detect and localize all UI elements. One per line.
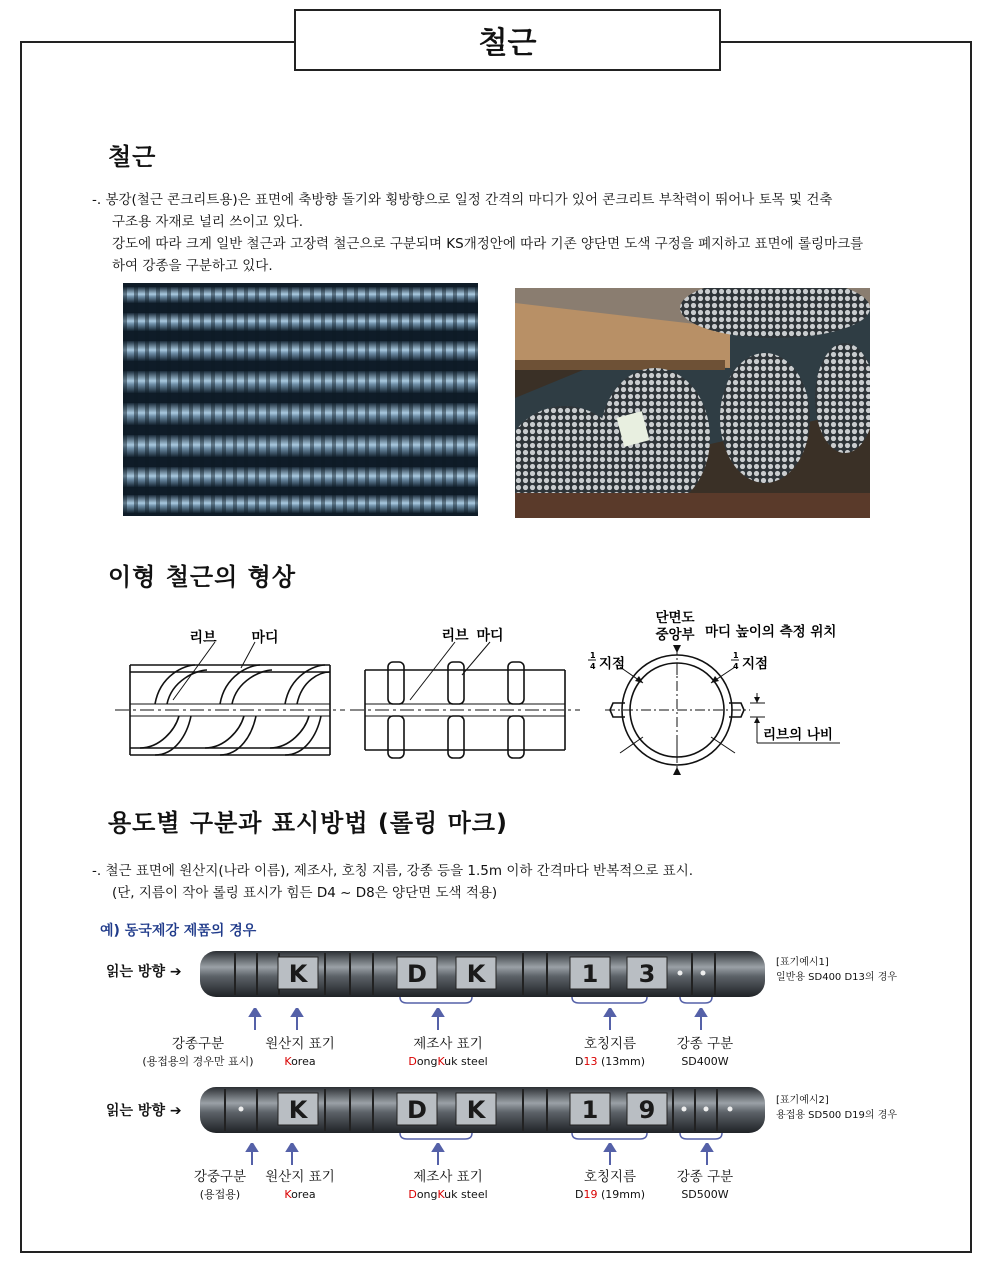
ex1-maker-r1: D <box>408 1055 417 1068</box>
ex1-grade <box>118 1035 278 1071</box>
ex1-maker-b1: ong <box>416 1055 438 1068</box>
rebar-marking-2 <box>195 1083 770 1145</box>
ex2-grade-label: 강중구분 <box>193 1169 247 1185</box>
read-direction-label: 읽는 방향 <box>106 964 165 980</box>
quarter-right-num: 1 <box>733 651 739 660</box>
ex2-steel-value: SD500W <box>681 1188 729 1201</box>
example2-note <box>776 1093 897 1123</box>
measure-position-label: 마디 높이의 측정 위치 <box>705 624 837 640</box>
ex1-grade-label: 강종구분 <box>171 1036 225 1052</box>
mark1-letter-k2: K <box>466 960 486 988</box>
rebar-line-3: 강도에 따라 크게 일반 철근과 고장력 철근으로 구분되며 KS개정안에 따라 기존 양단면 도색 구정을 폐지하고 표면에 롤링마크를 <box>112 236 864 252</box>
ex1-steel <box>660 1035 750 1071</box>
mark1-letter-d: D <box>407 960 427 988</box>
read-direction-2: 읽는 방향 ➔ <box>106 1103 182 1119</box>
rebar-line-2: 구조용 자재로 널리 쓰이고 있다. <box>112 214 303 230</box>
marking-line-1: -. 철근 표면에 원산지(나라 이름), 제조사, 호칭 지름, 강종 등을 1.5m 이하 간격마다 반복적으로 표시. <box>92 863 694 879</box>
ex2-origin-rest: orea <box>291 1188 316 1201</box>
quarter-left-num: 1 <box>590 651 596 660</box>
example2-note-title: [표기예시2] <box>776 1095 829 1106</box>
marking-paragraph <box>92 860 693 904</box>
rebar-marking-1 <box>195 947 770 1009</box>
rebar-bundle-photo <box>515 288 870 518</box>
marking-heading: 용도별 구분과 표시방법 (롤링 마크) <box>108 809 508 837</box>
ex2-dia-pre: D <box>575 1188 584 1201</box>
quarter-right-den: 4 <box>733 662 739 671</box>
mark2-letter-k: K <box>288 1096 308 1124</box>
ex1-dia-red: 13 <box>583 1055 598 1068</box>
diagram1-node-label: 마디 <box>251 630 279 646</box>
mark1-letter-k: K <box>288 960 308 988</box>
ex1-diameter-label: 호칭지름 <box>583 1036 637 1052</box>
ex1-steel-label: 강종 구분 <box>676 1036 734 1052</box>
ex2-diameter-label: 호칭지름 <box>583 1169 637 1185</box>
ex2-maker-r1: D <box>408 1188 417 1201</box>
ex2-maker <box>388 1168 508 1204</box>
diagram2-node-label: 마디 <box>476 628 504 644</box>
ex2-maker-b1: ong <box>416 1188 438 1201</box>
ex1-grade-sub: (용접용의 경우만 표시) <box>142 1055 254 1068</box>
quarter-left-label: 지점 <box>599 656 626 672</box>
mark2-letter-d: D <box>407 1096 427 1124</box>
section-center-label-1: 단면도 <box>655 610 695 626</box>
ex2-steel-label: 강종 구분 <box>676 1169 734 1185</box>
ex2-maker-r2: K <box>437 1188 445 1201</box>
section-center-label-2: 중앙부 <box>655 627 695 643</box>
diagram1-rib-label: 리브 <box>189 630 217 646</box>
mark2-letter-k2: K <box>466 1096 486 1124</box>
straight-rib-rebar-diagram <box>350 620 580 765</box>
quarter-right-label: 지점 <box>742 656 769 672</box>
shape-heading: 이형 철근의 형상 <box>108 563 296 591</box>
example1-note-desc: 일반용 SD400 D13의 경우 <box>776 972 898 983</box>
ex1-steel-value: SD400W <box>681 1055 729 1068</box>
ex2-steel <box>660 1168 750 1204</box>
rebar-heading: 철근 <box>108 143 157 171</box>
ex1-maker <box>388 1035 508 1071</box>
ex2-grade-sub: (용접용) <box>199 1188 241 1201</box>
ex1-maker-b2: uk steel <box>444 1055 488 1068</box>
example1-arrows <box>240 1008 720 1030</box>
ex1-diameter <box>555 1035 665 1071</box>
ex1-origin-red: K <box>284 1055 292 1068</box>
read-direction-1: 읽는 방향 ➔ <box>106 964 182 980</box>
ex1-origin <box>255 1035 345 1071</box>
ex2-diameter <box>555 1168 665 1204</box>
rib-width-label: 리브의 나비 <box>763 727 833 743</box>
ex2-origin <box>255 1168 345 1204</box>
example1-note-title: [표기예시1] <box>776 957 829 968</box>
quarter-left-den: 4 <box>590 662 596 671</box>
diagram2-rib-label: 리브 <box>441 628 469 644</box>
rebar-line-4: 하여 강종을 구분하고 있다. <box>112 258 273 274</box>
example1-note <box>776 955 897 985</box>
ex2-dia-red: 19 <box>583 1188 598 1201</box>
read-direction-label-2: 읽는 방향 <box>106 1103 165 1119</box>
rebar-line-1: -. 봉강(철근 콘크리트용)은 표면에 축방향 돌기와 횡방향으로 일정 간격의 마디가 있어 콘크리트 부착력이 뛰어나 토목 및 건축 <box>92 192 833 208</box>
ex2-origin-red: K <box>284 1188 292 1201</box>
cross-section-diagram <box>585 605 865 785</box>
ex1-origin-label: 원산지 표기 <box>265 1036 335 1052</box>
ex2-dia-post: (19mm) <box>597 1188 645 1201</box>
page-title: 철근 <box>294 9 721 71</box>
ex2-maker-b2: uk steel <box>444 1188 488 1201</box>
example2-arrows <box>240 1143 720 1165</box>
spiral-rebar-diagram <box>115 620 345 765</box>
mark2-digit-1: 1 <box>581 1096 599 1124</box>
marking-line-2: (단, 지름이 작아 롤링 표시가 힘든 D4 ~ D8은 양단면 도색 적용) <box>112 885 498 901</box>
ex1-maker-r2: K <box>437 1055 445 1068</box>
ex1-dia-pre: D <box>575 1055 584 1068</box>
ex2-maker-label: 제조사 표기 <box>413 1169 483 1185</box>
mark1-digit-3: 3 <box>638 960 656 988</box>
ex1-origin-rest: orea <box>291 1055 316 1068</box>
mark2-digit-9: 9 <box>638 1096 656 1124</box>
rebar-paragraph <box>92 189 863 277</box>
example-title: 예) 동국제강 제품의 경우 <box>100 923 257 939</box>
rebar-closeup-photo <box>123 283 478 516</box>
example2-note-desc: 용접용 SD500 D19의 경우 <box>776 1110 898 1121</box>
ex1-dia-post: (13mm) <box>597 1055 645 1068</box>
mark1-digit-1: 1 <box>581 960 599 988</box>
ex1-maker-label: 제조사 표기 <box>413 1036 483 1052</box>
ex2-origin-label: 원산지 표기 <box>265 1169 335 1185</box>
